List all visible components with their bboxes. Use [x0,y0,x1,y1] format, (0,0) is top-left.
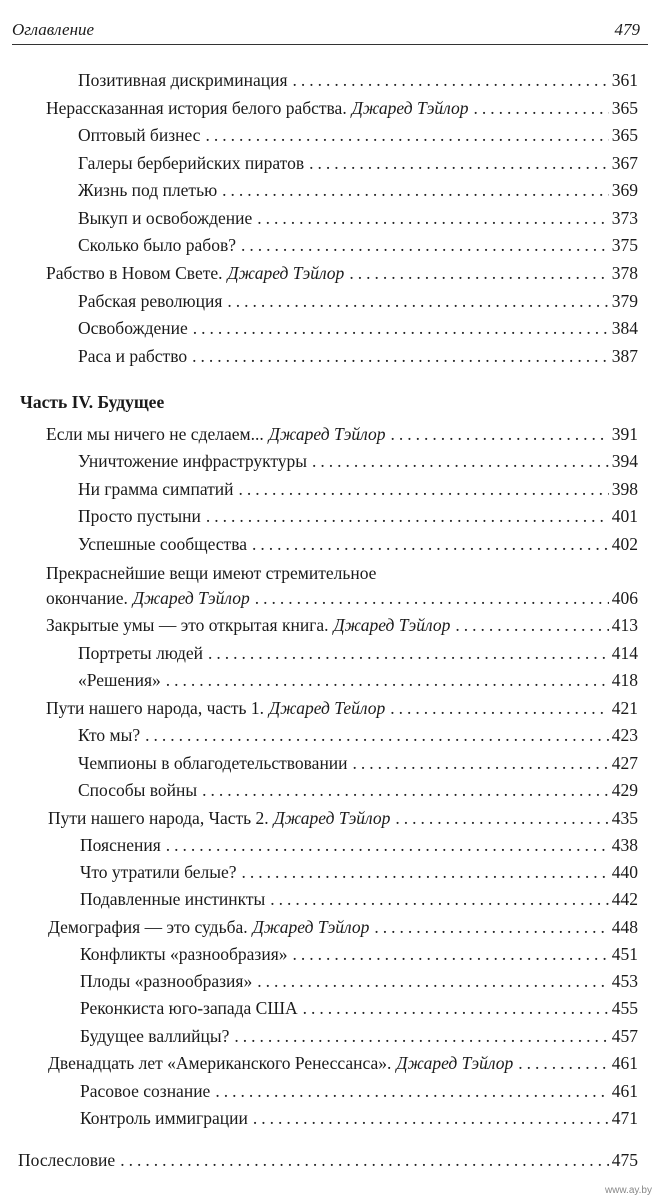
toc-author: Джаред Тэйлор [227,263,345,283]
toc-title: Что утратили белые? [80,862,237,882]
toc-author: Джаред Тейлор [269,698,386,718]
toc-page: 427 [611,753,638,773]
toc-leader [166,670,609,691]
toc-leader [374,917,608,938]
toc-leader [349,263,608,284]
toc-leader [227,291,608,312]
toc-entry[interactable] [78,208,638,234]
toc-leader [309,153,609,174]
toc-page: 442 [611,889,638,909]
toc-entry[interactable] [80,862,638,888]
toc-leader [293,70,609,91]
page-number: 479 [614,20,640,39]
toc-author: Джаред Тэйлор [132,588,250,608]
toc-title: Рабство в Новом Свете. [46,263,223,283]
toc-leader [390,698,609,719]
toc-title: Портреты людей [78,643,204,663]
toc-page: 435 [611,808,638,828]
toc-entry[interactable] [78,153,638,179]
toc-page: 387 [611,346,638,366]
toc-leader [252,534,609,555]
toc-page: 394 [611,451,638,471]
toc-page: 451 [611,944,638,964]
toc-title: Послесловие [18,1150,116,1170]
toc-entry-first-line[interactable]: Прекраснейшие вещи имеют стремительное [46,563,377,583]
toc-title: Уничтожение инфраструктуры [78,451,308,471]
toc-entry[interactable] [78,291,638,317]
toc-entry[interactable] [80,1081,638,1107]
toc-leader [257,971,609,992]
toc-author: Джаред Тэйлор [273,808,391,828]
toc-title: Сколько было рабов? [78,235,236,255]
toc-title: Просто пустыни [78,506,201,526]
toc-entry[interactable] [78,70,638,96]
toc-page: 373 [611,208,638,228]
toc-page: 365 [611,98,638,118]
toc-title: «Решения» [78,670,161,690]
toc-leader [270,889,608,910]
toc-leader [253,1108,609,1129]
toc-title: Реконкиста юго-запада США [80,998,298,1018]
toc-page: 471 [611,1108,638,1128]
toc-entry[interactable] [78,780,638,806]
toc-page: 421 [611,698,638,718]
toc-title: Выкуп и освобождение [78,208,253,228]
part-heading: Часть IV. Будущее [20,392,165,412]
toc-leader [242,862,609,883]
toc-title: Оптовый бизнес [78,125,201,145]
toc-title: Галеры берберийских пиратов [78,153,305,173]
toc-page: 475 [611,1150,638,1170]
toc-title: Если мы ничего не сделаем... [46,424,264,444]
toc-title: Демография — это судьба. [48,917,248,937]
toc-page: 401 [611,506,638,526]
toc-title: Подавленные инстинкты [80,889,266,909]
toc-entry[interactable] [78,643,638,669]
toc-page: 453 [611,971,638,991]
toc-entry[interactable] [78,125,638,151]
toc-title: Пути нашего народа, часть 1. [46,698,265,718]
toc-page: 375 [611,235,638,255]
toc-leader [518,1053,609,1074]
toc-leader [192,346,609,367]
toc-author: Джаред Тэйлор [396,1053,514,1073]
header-title: Оглавление [12,20,95,39]
toc-leader [202,780,609,801]
toc-title: Жизнь под плетью [78,180,218,200]
toc-entry[interactable] [78,506,638,532]
toc-page: 438 [611,835,638,855]
toc-leader [474,98,609,119]
toc-leader [455,615,608,636]
toc-entry[interactable] [46,98,638,124]
toc-entry[interactable] [80,835,638,861]
toc-entry[interactable] [80,889,638,915]
toc-title: Конфликты «разнообразия» [80,944,288,964]
toc-entry[interactable] [78,534,638,560]
toc-title: Позитивная дискриминация [78,70,288,90]
toc-title: Будущее валлийцы? [80,1026,230,1046]
toc-leader [312,451,609,472]
toc-page: 391 [611,424,638,444]
toc-entry[interactable] [46,698,638,724]
toc-page: 361 [611,70,638,90]
toc-title: окончание. [46,588,128,608]
toc-entry[interactable] [78,318,638,344]
toc-page: 440 [611,862,638,882]
toc-page: 461 [611,1081,638,1101]
toc-title: Освобождение [78,318,188,338]
toc-title: Рабская революция [78,291,223,311]
toc-page: 457 [611,1026,638,1046]
toc-entry[interactable] [18,1150,638,1176]
toc-entry[interactable] [48,808,638,834]
toc-leader [257,208,609,229]
toc-leader [193,318,609,339]
toc-page: 423 [611,725,638,745]
toc-entry[interactable] [46,263,638,289]
toc-title: Способы войны [78,780,198,800]
toc-entry[interactable] [78,479,638,505]
toc-page: 365 [611,125,638,145]
toc-entry[interactable] [46,424,638,450]
toc-entry[interactable] [80,1026,638,1052]
toc-leader [215,1081,608,1102]
toc-leader [205,125,608,146]
toc-page: 369 [611,180,638,200]
toc-leader [120,1150,609,1171]
toc-page: 406 [611,588,638,608]
toc-entry[interactable] [78,753,638,779]
toc-title: Двенадцать лет «Американского Ренессанса». [48,1053,392,1073]
toc-leader [166,835,609,856]
toc-title: Нерассказанная история белого рабства. [46,98,347,118]
toc-page: 461 [611,1053,638,1073]
toc-leader [391,424,609,445]
toc-author: Джаред Тэйлор [351,98,469,118]
toc-page: 429 [611,780,638,800]
running-header [12,14,648,45]
toc-entry[interactable] [78,725,638,751]
toc-page: 413 [611,615,638,635]
toc-title: Контроль иммиграции [80,1108,248,1128]
toc-title: Пути нашего народа, Часть 2. [48,808,269,828]
toc-page: 402 [611,534,638,554]
toc-entry[interactable] [80,998,638,1024]
toc-leader [395,808,608,829]
toc-entry[interactable] [78,451,638,477]
toc-page: 455 [611,998,638,1018]
toc-entry[interactable] [80,944,638,970]
toc-entry[interactable] [80,1108,638,1134]
toc-leader [255,588,609,609]
toc-leader [145,725,609,746]
toc-leader [241,235,609,256]
toc-title: Плоды «разнообразия» [80,971,253,991]
toc-page: 384 [611,318,638,338]
toc-title: Успешные сообщества [78,534,247,554]
toc-title: Ни грамма симпатий [78,479,234,499]
toc-title: Закрытые умы — это открытая книга. [46,615,329,635]
toc-entry[interactable] [80,971,638,997]
toc-entry[interactable] [46,615,638,641]
toc-leader [239,479,609,500]
toc-entry[interactable] [48,917,638,943]
toc-page: 378 [611,263,638,283]
toc-page: 448 [611,917,638,937]
toc-page: 418 [611,670,638,690]
toc-leader [234,1026,608,1047]
toc-leader [208,643,609,664]
toc-author: Джаред Тэйлор [333,615,451,635]
toc-page: 414 [611,643,638,663]
toc-title: Раса и рабство [78,346,188,366]
toc-page: 379 [611,291,638,311]
toc-author: Джаред Тэйлор [268,424,386,444]
toc-entry[interactable] [78,346,638,372]
toc-entry[interactable] [78,670,638,696]
toc-page: 398 [611,479,638,499]
toc-leader [206,506,609,527]
toc-author: Джаред Тэйлор [252,917,370,937]
toc-leader [222,180,609,201]
toc-title: Кто мы? [78,725,141,745]
watermark: www.ay.by [604,1185,652,1196]
toc-title: Чемпионы в облагодетельствовании [78,753,348,773]
toc-entry[interactable] [78,180,638,206]
toc-entry[interactable] [78,235,638,261]
toc-leader [303,998,609,1019]
toc-title: Расовое сознание [80,1081,211,1101]
toc-leader [353,753,609,774]
toc-entry[interactable] [46,588,638,614]
toc-leader [293,944,609,965]
toc-entry[interactable] [48,1053,638,1079]
toc-title: Пояснения [80,835,161,855]
toc-page: 367 [611,153,638,173]
